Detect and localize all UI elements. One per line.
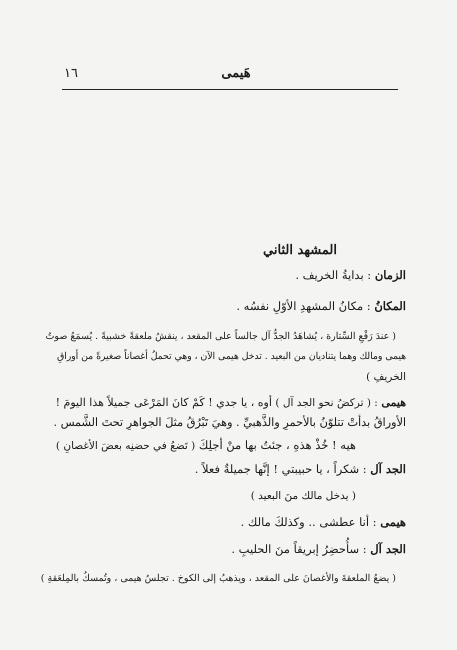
dialog-text: : أنا عطشى .. وكذلكَ مالك .	[240, 515, 377, 529]
speaker-name: الجد آل	[370, 542, 406, 556]
stage-direction-1-line-3: الخريفِ )	[366, 371, 406, 383]
stage-direction-1-line-2: هيمى ومالك وهما يتناديان من البعيد . تدخل هيمى الآن ، وهي تحملُ أغصاناً صغيرةً من أوراقِ	[56, 351, 406, 362]
dialog-hemy-1-line-2: الأوراقُ بدأتْ تتلوّنُ بالأحمرِ والذَّهبيِّ . وهيَ تَبْرُقُ مثلَ الجواهرِ تحتَ الشَّمس .	[53, 416, 406, 429]
dialog-text: هيه ! خُذْ هذهِ ، جئتُ بها منْ أجلِكَ	[198, 438, 356, 452]
stage-direction-1-line-1: ( عندَ رَفْعِ السِّتارة ، يُشاهَدُ الجدُّ آل جالساً على المقعد ، ينقشُ ملعقةً خشبيةً . يُسمَعُ صوتُ	[45, 331, 396, 342]
place-text: : مكانُ المشهدِ الأوّلِ نفسُه .	[236, 299, 371, 313]
stage-direction-2: ( يدخل مالك منَ البعيد )	[250, 490, 356, 502]
speaker-name: هيمى	[380, 515, 406, 529]
place-line	[236, 299, 406, 313]
dialog-hemy-1-line-1	[56, 396, 406, 409]
running-header-title: هَيمى	[221, 66, 251, 81]
scene-title: المشهد الثاني	[263, 243, 337, 258]
time-line	[295, 268, 406, 282]
page-number: ١٦	[64, 66, 78, 81]
time-text: : بدايةُ الخريف .	[295, 268, 372, 282]
stage-direction-3: ( يضعُ الملعقةَ والأغصانَ على المقعد ، ويذهبُ إلى الكوخ . تجلسُ هيمى ، وتُمسكُ بالمِلعَقةِ )	[40, 573, 396, 584]
place-label: المكانُ	[374, 299, 406, 313]
header-rule	[62, 89, 398, 90]
dialog-hemy-2	[241, 515, 406, 529]
dialog-grandpa-1	[195, 462, 406, 476]
dialog-grandpa-2	[231, 542, 406, 556]
dialog-text: أوه ، يا جدي ! كَمْ كانَ المَرْعَى جميلاً هذا اليومَ !	[55, 396, 272, 409]
speaker-name: هيمى	[381, 396, 406, 409]
dialog-hemy-1-line-3	[56, 438, 356, 452]
dialog-text: : شكراً ، يا حبيبتي ! إنَّها جميلةٌ فعلاً .	[194, 462, 367, 476]
time-label: الزمان	[374, 268, 406, 282]
dialog-text: : سأُحضِرُ إبريقاً منَ الحليبِ .	[231, 542, 367, 556]
speaker-name: الجد آل	[370, 462, 406, 476]
stage-direction: : ( تركضُ نحو الجد آل )	[275, 397, 378, 409]
stage-direction: ( تَضعُ في حضنِه بعضَ الأغصانِ )	[55, 440, 196, 452]
